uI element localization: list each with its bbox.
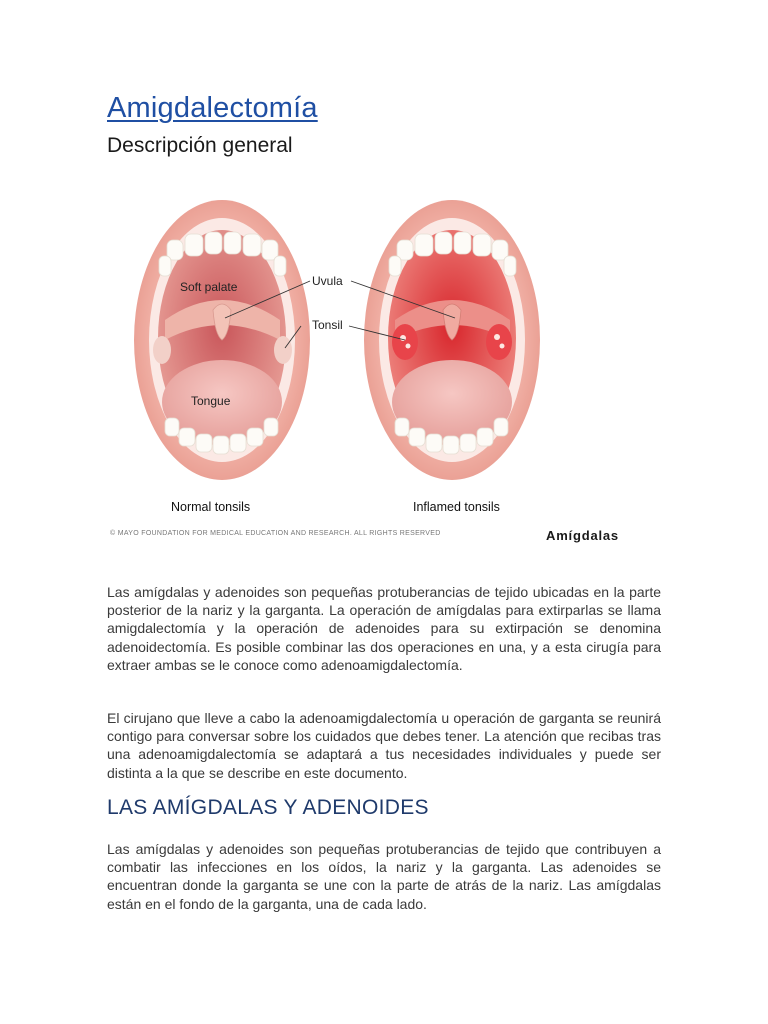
caption-normal-tonsils: Normal tonsils (171, 500, 251, 514)
figure-title: Amígdalas (546, 528, 619, 543)
caption-inflamed-tonsils: Inflamed tonsils (413, 500, 500, 514)
page-subtitle: Descripción general (107, 134, 293, 157)
label-tongue: Tongue (191, 394, 231, 408)
label-tonsil: Tonsil (312, 318, 343, 332)
normal-mouth (134, 200, 310, 480)
page-title[interactable]: Amigdalectomía (107, 92, 318, 124)
paragraph-intro: Las amígdalas y adenoides son pequeñas protuberancias de tejido ubicadas en la parte posterior de la nariz y la garganta. La operación de amígdalas para extirparlas se llama amigdalectomía y la operación de adenoides para su extirpación se denomina adenoidectomía. Es posible combinar las dos operaciones en una, y a esta cirugía para extraer ambas se le conoce como adenoamigdalectomía. (107, 584, 661, 673)
section-heading: LAS AMÍGDALAS Y ADENOIDES (107, 796, 429, 819)
label-uvula: Uvula (312, 274, 343, 288)
tonsils-illustration (105, 190, 635, 550)
paragraph-surgeon: El cirujano que lleve a cabo la adenoamigdalectomía u operación de garganta se reunirá contigo para conversar sobre los cuidados que debes tener. La atención que recibas tras una adenoamigdalectomía se adaptará a tus necesidades individuales y puede ser distinta a la que se describe en este documento. (107, 710, 661, 781)
paragraph-section: Las amígdalas y adenoides son pequeñas protuberancias de tejido que contribuyen a combatir las infecciones en los oídos, la nariz y la garganta. Las adenoides se encuentran donde la garganta se une con la parte de atrás de la nariz. Las amígdalas están en el fondo de la garganta, una de cada lado. (107, 841, 661, 912)
figure-copyright: © MAYO FOUNDATION FOR MEDICAL EDUCATION AND RESEARCH. ALL RIGHTS RESERVED (110, 530, 441, 537)
mouth-diagram-graphic (105, 190, 635, 550)
inflamed-mouth (364, 200, 540, 480)
label-soft-palate: Soft palate (180, 280, 238, 294)
